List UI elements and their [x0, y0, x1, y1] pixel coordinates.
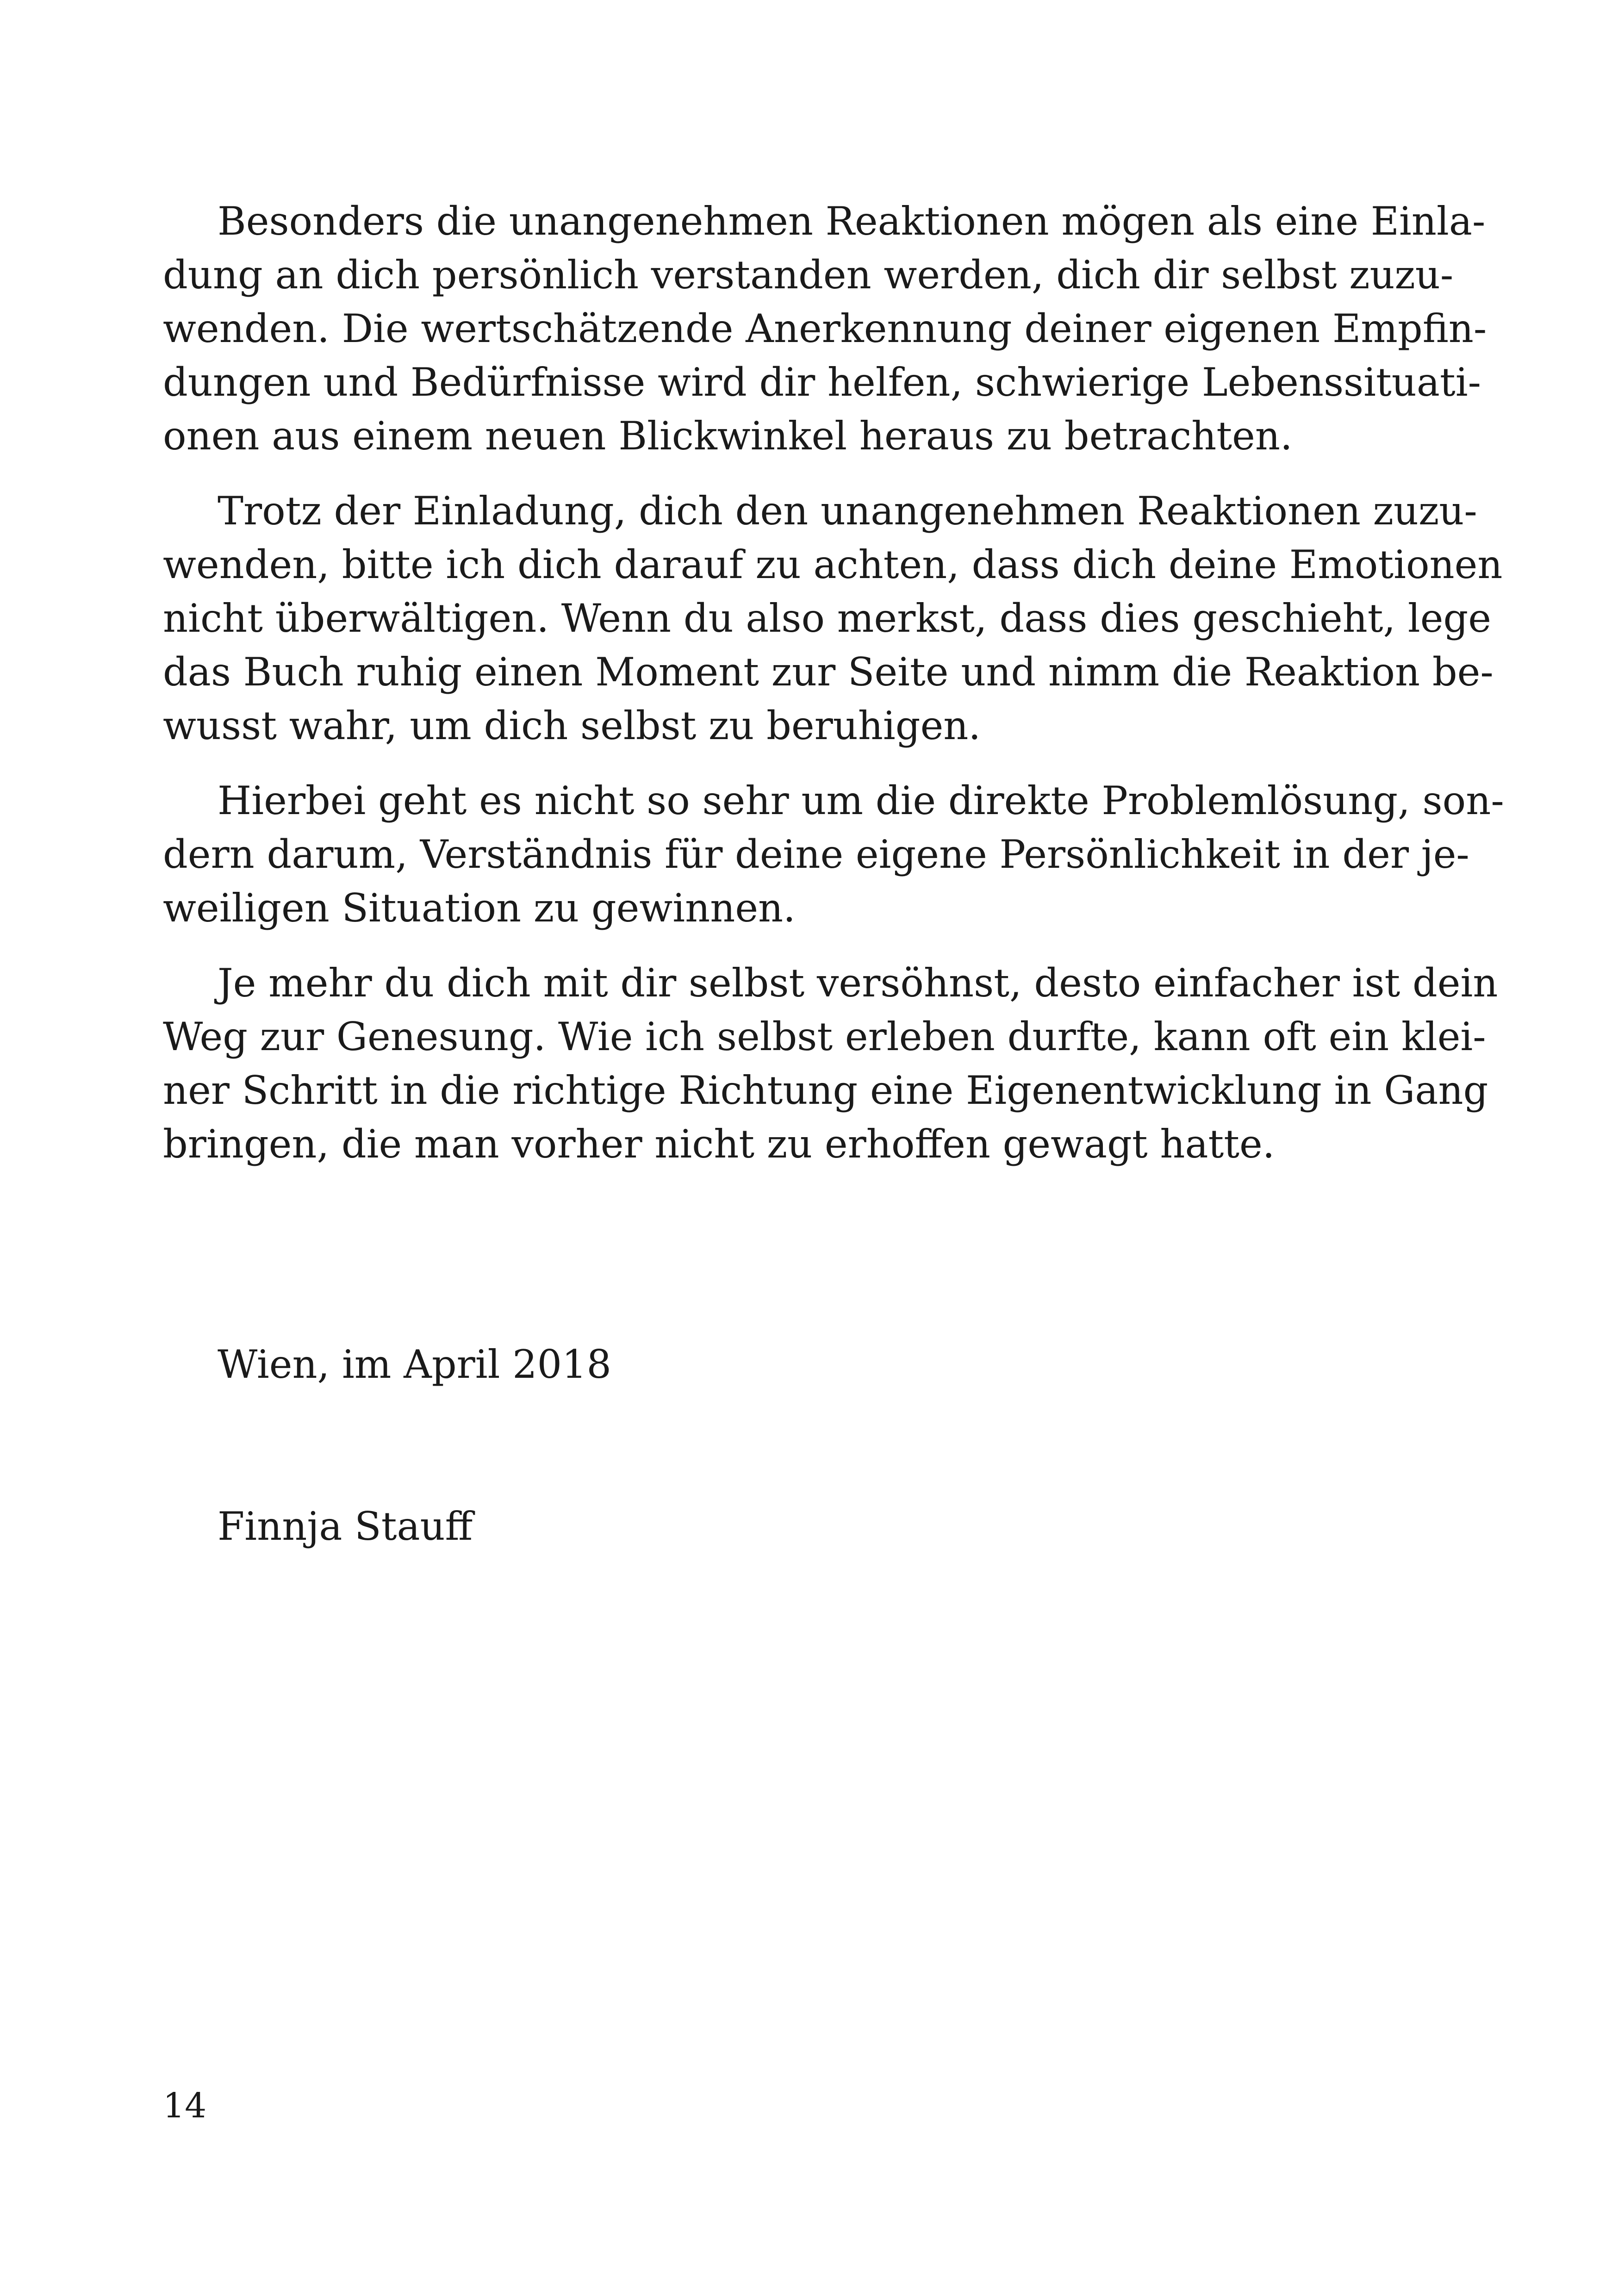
text-line: Trotz der Einladung, dich den unangenehmen Reaktionen zuzu-	[218, 488, 1477, 534]
text-line: wenden. Die wertschätzende Anerkennung deiner eigenen Empfin-	[163, 306, 1487, 351]
text-line: dungen und Bedürfnisse wird dir helfen, schwierige Lebenssituati-	[163, 360, 1481, 405]
text-line: Hierbei geht es nicht so sehr um die direkte Problemlösung, son-	[218, 778, 1504, 823]
paragraph-1	[163, 194, 1487, 463]
text-line: Je mehr du dich mit dir selbst versöhnst, desto einfacher ist dein	[218, 960, 1498, 1006]
paragraph-4	[163, 956, 1498, 1171]
text-line: wusst wahr, um dich selbst zu beruhigen.	[163, 703, 981, 748]
text-line: onen aus einem neuen Blickwinkel heraus zu betrachten.	[163, 413, 1293, 459]
page-number: 14	[163, 2086, 207, 2126]
text-line: nicht überwältigen. Wenn du also merkst, dass dies geschieht, lege	[163, 596, 1491, 641]
text-line: dung an dich persönlich verstanden werden, dich dir selbst zuzu-	[163, 252, 1454, 298]
paragraph-2	[163, 484, 1503, 753]
place-date: Wien, im April 2018	[218, 1342, 611, 1387]
paragraph-3	[163, 774, 1504, 935]
text-line: das Buch ruhig einen Moment zur Seite und nimm die Reaktion be-	[163, 649, 1494, 695]
text-line: wenden, bitte ich dich darauf zu achten, dass dich deine Emotionen	[163, 542, 1503, 587]
author-name: Finnja Stauff	[218, 1504, 473, 1549]
text-line: Weg zur Genesung. Wie ich selbst erleben durfte, kann oft ein klei-	[163, 1014, 1486, 1059]
body-text	[163, 194, 1504, 1192]
text-line: bringen, die man vorher nicht zu erhoffen gewagt hatte.	[163, 1121, 1275, 1167]
text-line: ner Schritt in die richtige Richtung eine Eigenentwicklung in Gang	[163, 1068, 1488, 1113]
text-line: weiligen Situation zu gewinnen.	[163, 885, 796, 931]
text-line: Besonders die unangenehmen Reaktionen mögen als eine Einla-	[218, 199, 1486, 244]
text-line: dern darum, Verständnis für deine eigene Persönlichkeit in der je-	[163, 832, 1469, 877]
